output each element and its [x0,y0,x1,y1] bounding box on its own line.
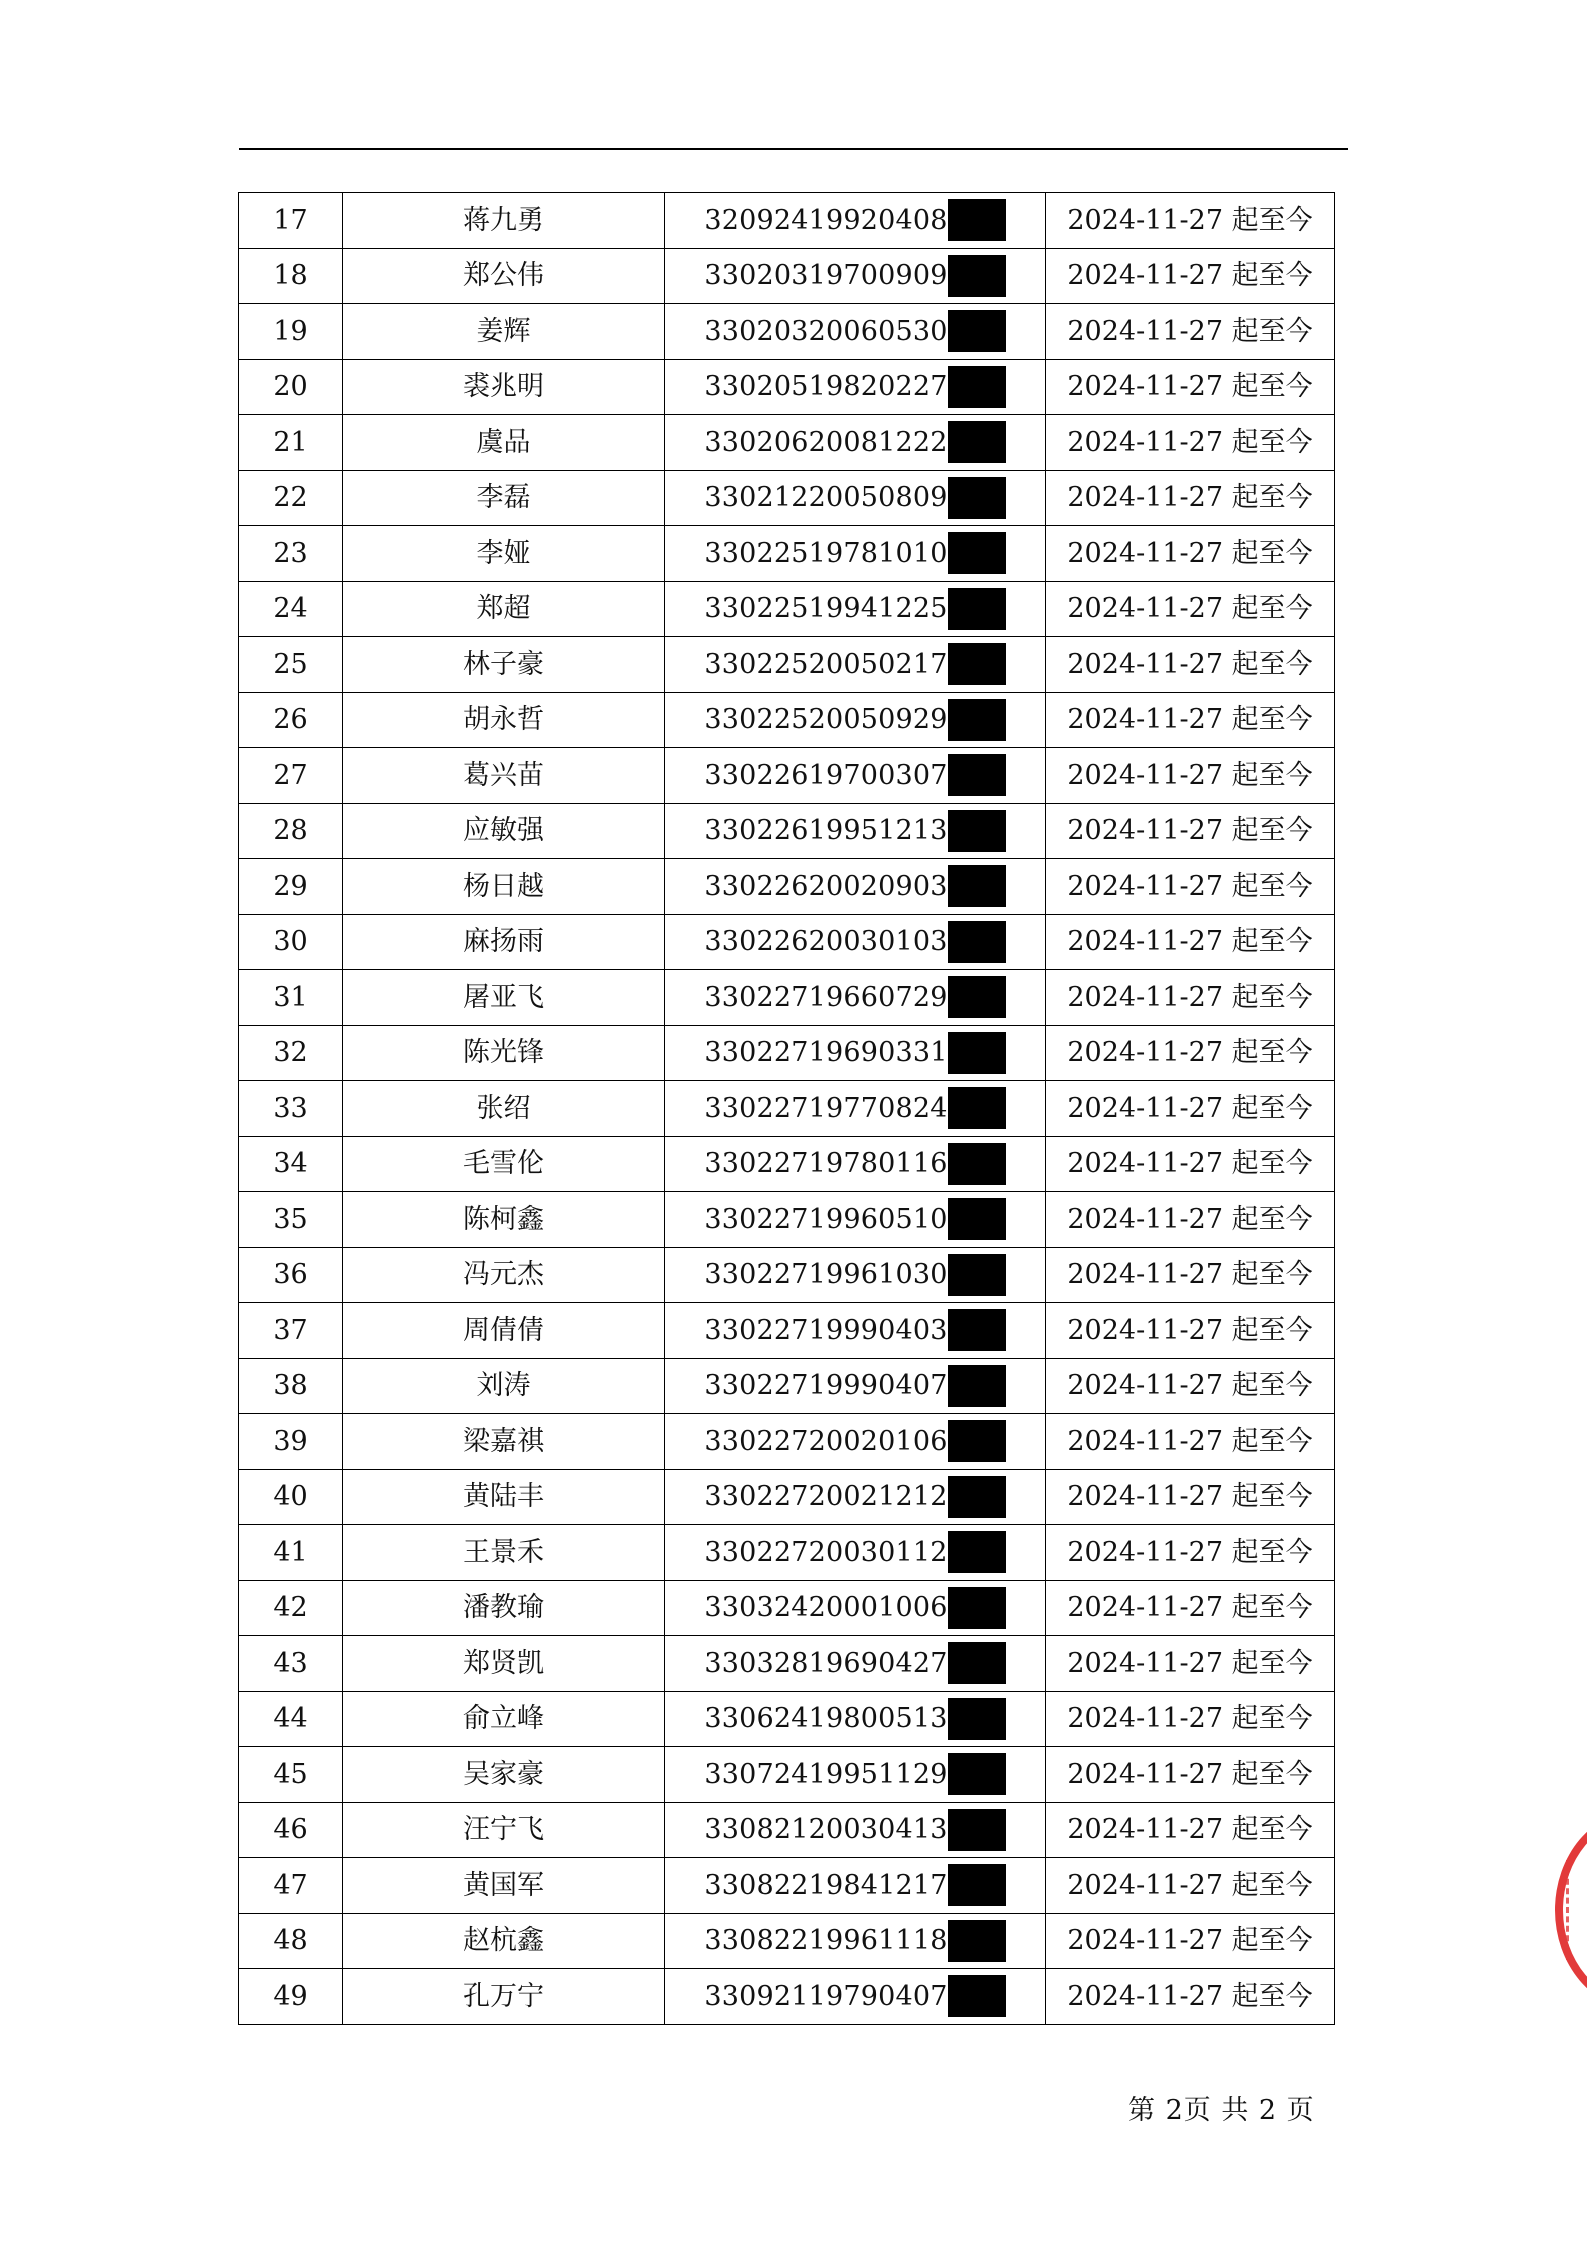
person-name: 胡永哲 [343,692,665,748]
effective-period: 2024-11-27 起至今 [1046,193,1335,249]
row-number: 24 [239,581,343,637]
row-number: 23 [239,526,343,582]
table-row [239,248,1335,304]
effective-period: 2024-11-27 起至今 [1046,1747,1335,1803]
id-number-visible-digits: 33022719690331 [704,1037,948,1069]
id-number-cell [665,1802,1046,1858]
id-number-cell [665,859,1046,915]
person-name: 郑超 [343,581,665,637]
table-row [239,1303,1335,1359]
person-name: 郑贤凯 [343,1636,665,1692]
person-name: 梁嘉祺 [343,1414,665,1470]
redaction-box [948,1920,1006,1962]
id-number-visible-digits: 33022720020106 [704,1425,948,1457]
effective-period: 2024-11-27 起至今 [1046,748,1335,804]
row-number: 27 [239,748,343,804]
id-number-cell [665,193,1046,249]
effective-period: 2024-11-27 起至今 [1046,1081,1335,1137]
redaction-box [948,1975,1006,2017]
id-number [704,1698,1005,1740]
effective-period: 2024-11-27 起至今 [1046,526,1335,582]
id-number-visible-digits: 33020319700909 [704,260,948,292]
person-name: 周倩倩 [343,1303,665,1359]
redaction-box [948,1753,1006,1795]
id-number-cell [665,359,1046,415]
table-row [239,1136,1335,1192]
id-number [704,1365,1005,1407]
redaction-box [948,1531,1006,1573]
person-name: 黄陆丰 [343,1469,665,1525]
id-number [704,1753,1005,1795]
roster-table [238,192,1335,2025]
id-number [704,1420,1005,1462]
id-number [704,1809,1005,1851]
row-number: 30 [239,914,343,970]
person-name: 杨日越 [343,859,665,915]
redaction-box [948,1420,1006,1462]
id-number-visible-digits: 33022619951213 [704,815,948,847]
row-number: 49 [239,1969,343,2025]
effective-period: 2024-11-27 起至今 [1046,970,1335,1026]
effective-period: 2024-11-27 起至今 [1046,1580,1335,1636]
redaction-box [948,643,1006,685]
person-name: 陈光锋 [343,1025,665,1081]
person-name: 麻扬雨 [343,914,665,970]
effective-period: 2024-11-27 起至今 [1046,581,1335,637]
person-name: 裘兆明 [343,359,665,415]
table-row [239,1858,1335,1914]
row-number: 32 [239,1025,343,1081]
id-number [704,699,1005,741]
id-number-cell [665,1192,1046,1248]
effective-period: 2024-11-27 起至今 [1046,859,1335,915]
id-number-visible-digits: 33082219841217 [704,1869,948,1901]
id-number [704,754,1005,796]
person-name: 孔万宁 [343,1969,665,2025]
row-number: 29 [239,859,343,915]
person-name: 毛雪伦 [343,1136,665,1192]
table-row [239,304,1335,360]
table-row [239,859,1335,915]
id-number-visible-digits: 33032819690427 [704,1647,948,1679]
effective-period: 2024-11-27 起至今 [1046,1192,1335,1248]
row-number: 26 [239,692,343,748]
effective-period: 2024-11-27 起至今 [1046,1358,1335,1414]
row-number: 45 [239,1747,343,1803]
row-number: 47 [239,1858,343,1914]
table-row [239,803,1335,859]
id-number-visible-digits: 33062419800513 [704,1703,948,1735]
id-number-cell [665,1636,1046,1692]
redaction-box [948,1032,1006,1074]
id-number [704,199,1005,241]
table-row [239,581,1335,637]
id-number-visible-digits: 33020519820227 [704,371,948,403]
id-number-visible-digits: 33022619700307 [704,759,948,791]
id-number [704,1642,1005,1684]
person-name: 李磊 [343,470,665,526]
redaction-box [948,865,1006,907]
row-number: 28 [239,803,343,859]
person-name: 汪宁飞 [343,1802,665,1858]
id-number-cell [665,248,1046,304]
id-number-cell [665,1414,1046,1470]
row-number: 42 [239,1580,343,1636]
effective-period: 2024-11-27 起至今 [1046,1636,1335,1692]
effective-period: 2024-11-27 起至今 [1046,304,1335,360]
effective-period: 2024-11-27 起至今 [1046,1136,1335,1192]
table-row [239,526,1335,582]
id-number-cell [665,914,1046,970]
id-number-cell [665,637,1046,693]
person-name: 蒋九勇 [343,193,665,249]
effective-period: 2024-11-27 起至今 [1046,1025,1335,1081]
id-number-visible-digits: 33020320060530 [704,315,948,347]
effective-period: 2024-11-27 起至今 [1046,637,1335,693]
effective-period: 2024-11-27 起至今 [1046,359,1335,415]
id-number [704,532,1005,574]
redaction-box [948,532,1006,574]
id-number [704,865,1005,907]
table-row [239,193,1335,249]
id-number-cell [665,803,1046,859]
table-row [239,1691,1335,1747]
id-number-cell [665,526,1046,582]
redaction-box [948,1809,1006,1851]
page-footer: 第 2页 共 2 页 [1128,2095,1315,2126]
row-number: 34 [239,1136,343,1192]
person-name: 冯元杰 [343,1247,665,1303]
id-number-cell [665,1747,1046,1803]
id-number [704,1531,1005,1573]
id-number-cell [665,1247,1046,1303]
id-number-visible-digits: 33022719660729 [704,981,948,1013]
id-number-cell [665,1025,1046,1081]
table-row [239,637,1335,693]
redaction-box [948,921,1006,963]
row-number: 33 [239,1081,343,1137]
row-number: 44 [239,1691,343,1747]
redaction-box [948,1087,1006,1129]
id-number [704,477,1005,519]
effective-period: 2024-11-27 起至今 [1046,914,1335,970]
redaction-box [948,1198,1006,1240]
id-number-visible-digits: 33022719770824 [704,1092,948,1124]
person-name: 吴家豪 [343,1747,665,1803]
id-number-visible-digits: 33022519781010 [704,537,948,569]
effective-period: 2024-11-27 起至今 [1046,1525,1335,1581]
id-number [704,1143,1005,1185]
id-number [704,1587,1005,1629]
id-number [704,1476,1005,1518]
table-row [239,1025,1335,1081]
row-number: 43 [239,1636,343,1692]
id-number [704,976,1005,1018]
table-row [239,1247,1335,1303]
table-row [239,415,1335,471]
person-name: 潘教瑜 [343,1580,665,1636]
id-number-visible-digits: 33022719961030 [704,1259,948,1291]
id-number-visible-digits: 33021220050809 [704,482,948,514]
id-number-cell [665,1691,1046,1747]
table-row [239,1802,1335,1858]
row-number: 48 [239,1913,343,1969]
table-row [239,914,1335,970]
effective-period: 2024-11-27 起至今 [1046,1414,1335,1470]
row-number: 20 [239,359,343,415]
id-number-cell [665,1580,1046,1636]
row-number: 38 [239,1358,343,1414]
person-name: 赵杭鑫 [343,1913,665,1969]
id-number-cell [665,1136,1046,1192]
row-number: 39 [239,1414,343,1470]
id-number [704,810,1005,852]
table-row [239,1192,1335,1248]
id-number-visible-digits: 33022720030112 [704,1536,948,1568]
effective-period: 2024-11-27 起至今 [1046,1469,1335,1525]
id-number [704,588,1005,630]
effective-period: 2024-11-27 起至今 [1046,470,1335,526]
redaction-box [948,1587,1006,1629]
id-number-cell [665,1358,1046,1414]
id-number [704,1087,1005,1129]
person-name: 李娅 [343,526,665,582]
person-name: 俞立峰 [343,1691,665,1747]
redaction-box [948,1143,1006,1185]
effective-period: 2024-11-27 起至今 [1046,803,1335,859]
id-number-visible-digits: 33022719960510 [704,1203,948,1235]
person-name: 刘涛 [343,1358,665,1414]
table-row [239,1580,1335,1636]
row-number: 36 [239,1247,343,1303]
id-number-visible-digits: 33022520050217 [704,648,948,680]
id-number [704,921,1005,963]
id-number-visible-digits: 33082120030413 [704,1814,948,1846]
id-number [704,1920,1005,1962]
id-number [704,255,1005,297]
effective-period: 2024-11-27 起至今 [1046,1913,1335,1969]
id-number-cell [665,304,1046,360]
table-row [239,970,1335,1026]
redaction-box [948,1254,1006,1296]
id-number [704,1254,1005,1296]
id-number-cell [665,1469,1046,1525]
row-number: 21 [239,415,343,471]
id-number [704,366,1005,408]
person-name: 姜辉 [343,304,665,360]
table-row [239,1081,1335,1137]
person-name: 黄国军 [343,1858,665,1914]
id-number-cell [665,470,1046,526]
id-number-visible-digits: 33022620030103 [704,926,948,958]
row-number: 25 [239,637,343,693]
id-number-cell [665,415,1046,471]
id-number [704,1309,1005,1351]
id-number [704,310,1005,352]
id-number-visible-digits: 33022519941225 [704,593,948,625]
redaction-box [948,310,1006,352]
table-row [239,1913,1335,1969]
id-number [704,643,1005,685]
id-number-visible-digits: 33022620020903 [704,870,948,902]
table-row [239,470,1335,526]
id-number-cell [665,970,1046,1026]
redaction-box [948,421,1006,463]
person-name: 张绍 [343,1081,665,1137]
id-number-visible-digits: 33032420001006 [704,1592,948,1624]
table-row [239,692,1335,748]
table-row [239,1525,1335,1581]
id-number-visible-digits: 33072419951129 [704,1758,948,1790]
row-number: 37 [239,1303,343,1359]
table-row [239,1636,1335,1692]
id-number-cell [665,1081,1046,1137]
id-number [704,1198,1005,1240]
id-number-cell [665,1969,1046,2025]
table-row [239,359,1335,415]
redaction-box [948,1365,1006,1407]
table-row [239,1747,1335,1803]
person-name: 屠亚飞 [343,970,665,1026]
row-number: 35 [239,1192,343,1248]
person-name: 郑公伟 [343,248,665,304]
person-name: 葛兴苗 [343,748,665,804]
row-number: 46 [239,1802,343,1858]
table-row [239,1414,1335,1470]
person-name: 王景禾 [343,1525,665,1581]
effective-period: 2024-11-27 起至今 [1046,1691,1335,1747]
id-number [704,1975,1005,2017]
row-number: 19 [239,304,343,360]
id-number-visible-digits: 33022720021212 [704,1481,948,1513]
effective-period: 2024-11-27 起至今 [1046,1802,1335,1858]
effective-period: 2024-11-27 起至今 [1046,1969,1335,2025]
effective-period: 2024-11-27 起至今 [1046,1303,1335,1359]
redaction-box [948,366,1006,408]
redaction-box [948,588,1006,630]
effective-period: 2024-11-27 起至今 [1046,1858,1335,1914]
id-number-cell [665,1858,1046,1914]
person-name: 虞品 [343,415,665,471]
effective-period: 2024-11-27 起至今 [1046,415,1335,471]
redaction-box [948,699,1006,741]
header-rule [239,148,1348,150]
row-number: 41 [239,1525,343,1581]
red-seal-stamp-detail [1566,1860,1587,1960]
person-name: 应敏强 [343,803,665,859]
table-row [239,748,1335,804]
redaction-box [948,477,1006,519]
id-number-visible-digits: 33082219961118 [704,1925,948,1957]
effective-period: 2024-11-27 起至今 [1046,692,1335,748]
row-number: 22 [239,470,343,526]
effective-period: 2024-11-27 起至今 [1046,1247,1335,1303]
id-number-visible-digits: 33022719990407 [704,1370,948,1402]
redaction-box [948,810,1006,852]
id-number [704,1864,1005,1906]
redaction-box [948,1642,1006,1684]
id-number-cell [665,1303,1046,1359]
row-number: 17 [239,193,343,249]
redaction-box [948,199,1006,241]
effective-period: 2024-11-27 起至今 [1046,248,1335,304]
redaction-box [948,255,1006,297]
id-number-visible-digits: 33022520050929 [704,704,948,736]
redaction-box [948,976,1006,1018]
row-number: 18 [239,248,343,304]
id-number-cell [665,748,1046,804]
roster-table-body [239,193,1335,2025]
id-number-visible-digits: 32092419920408 [704,204,948,236]
person-name: 林子豪 [343,637,665,693]
redaction-box [948,1476,1006,1518]
row-number: 31 [239,970,343,1026]
table-row [239,1469,1335,1525]
id-number-cell [665,1913,1046,1969]
redaction-box [948,1309,1006,1351]
redaction-box [948,1864,1006,1906]
id-number [704,421,1005,463]
id-number-cell [665,692,1046,748]
person-name: 陈柯鑫 [343,1192,665,1248]
id-number-cell [665,1525,1046,1581]
id-number-visible-digits: 33022719780116 [704,1148,948,1180]
row-number: 40 [239,1469,343,1525]
table-row [239,1358,1335,1414]
redaction-box [948,1698,1006,1740]
id-number-visible-digits: 33022719990403 [704,1314,948,1346]
redaction-box [948,754,1006,796]
id-number-visible-digits: 33092119790407 [704,1980,948,2012]
id-number-cell [665,581,1046,637]
id-number [704,1032,1005,1074]
id-number-visible-digits: 33020620081222 [704,426,948,458]
table-row [239,1969,1335,2025]
